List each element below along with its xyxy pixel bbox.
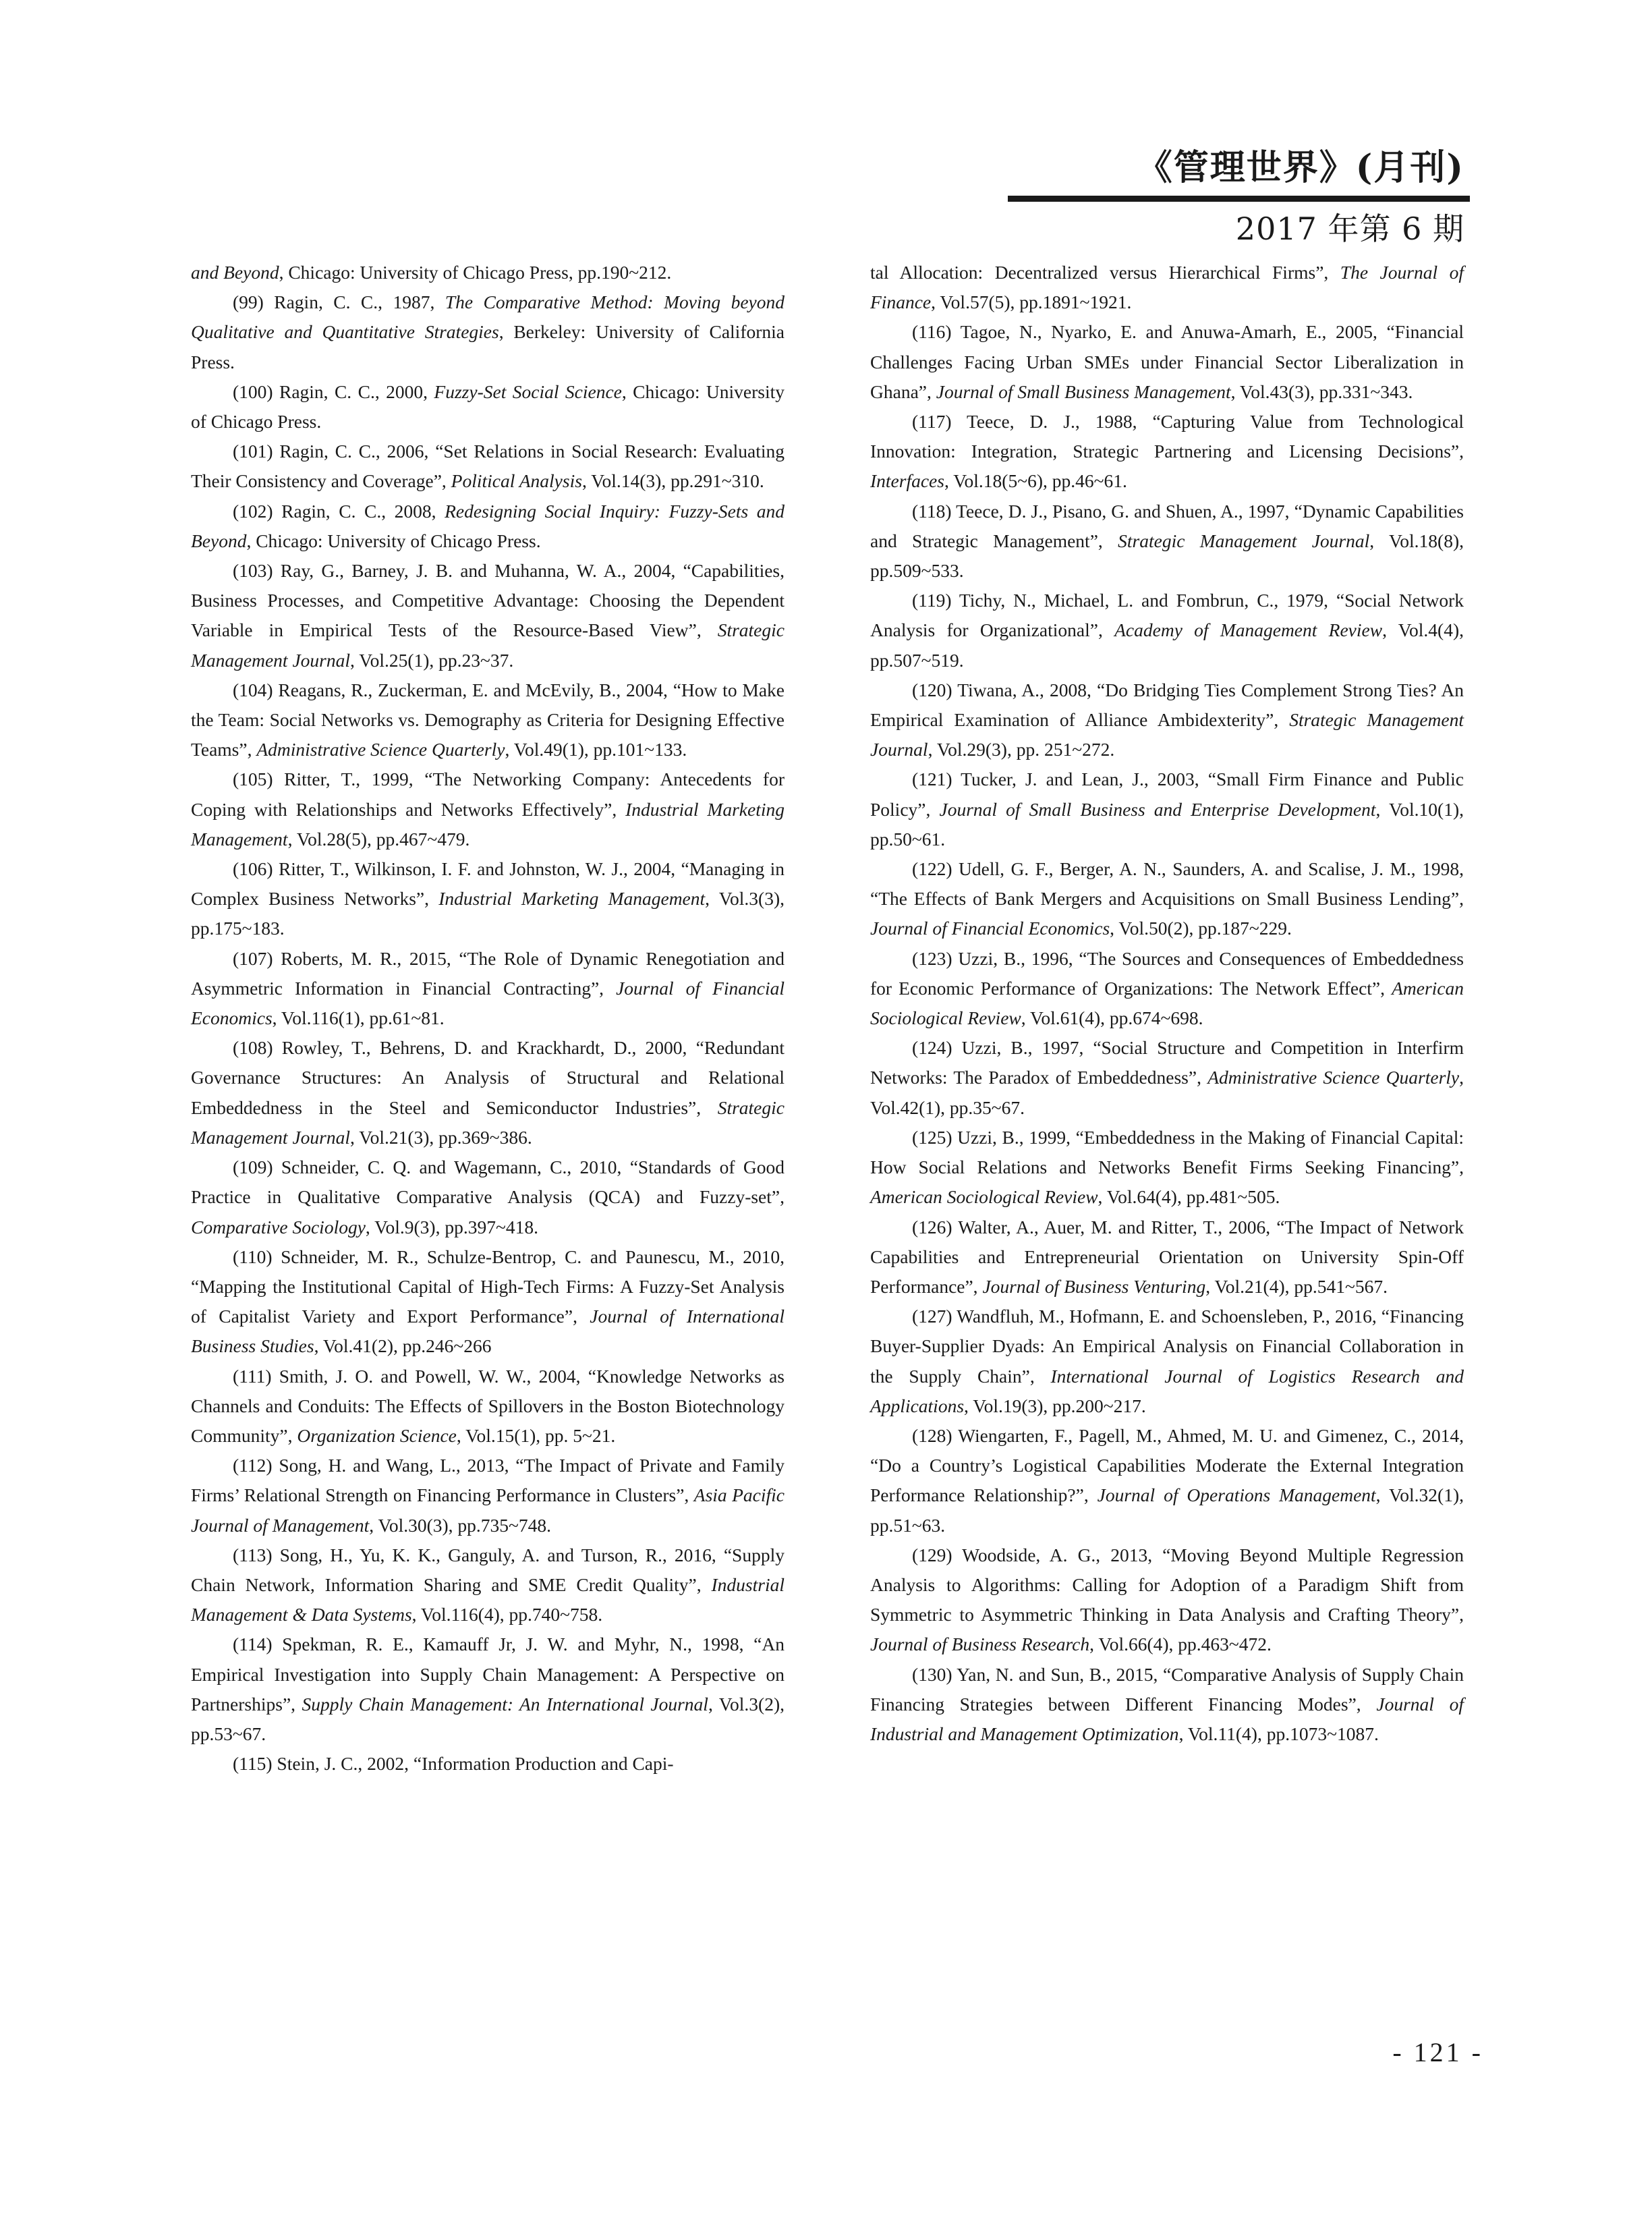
reference-text: (101) Ragin, C. C., 2006, “Set Relations in Social Research: Evaluating Their Consistency and Coverage”, [191, 441, 785, 492]
reference-text: (121) Tucker, J. and Lean, J., 2003, “Small Firm Finance and Public Policy”, [870, 769, 1464, 820]
reference-text: (107) Roberts, M. R., 2015, “The Role of Dynamic Renegotiation and Asymmetric Information in Financial Contracting”, [191, 947, 785, 999]
reference-text: , Chicago: University of Chicago Press. [191, 381, 785, 433]
reference-entry [191, 1152, 785, 1242]
reference-entry [870, 675, 1464, 765]
reference-text: , Vol.43(3), pp.331~343. [1230, 381, 1413, 402]
reference-text: (115) Stein, J. C., 2002, “Information Production and Capi- [233, 1753, 674, 1775]
reference-entry [870, 854, 1464, 944]
reference-entry [870, 586, 1464, 675]
reference-entry [191, 556, 785, 675]
reference-source-title: Supply Chain Management: An International Journal [302, 1693, 708, 1715]
reference-text: , Vol.61(4), pp.674~698. [1021, 1007, 1203, 1029]
reference-text: , Vol.19(3), pp.200~217. [964, 1395, 1146, 1416]
reference-text: (127) Wandfluh, M., Hofmann, E. and Schoensleben, P., 2016, “Financing Buyer-Supplier Dyads: An Empirical Analysis on Financial Collaboration in the Supply Chain”, [870, 1306, 1464, 1387]
reference-entry [191, 675, 785, 765]
reference-text: , Vol.64(4), pp.481~505. [1098, 1186, 1280, 1208]
reference-text: (116) Tagoe, N., Nyarko, E. and Anuwa-Amarh, E., 2005, “Financial Challenges Facing Urban SMEs under Financial Sector Liberalization in Ghana”, [870, 321, 1464, 402]
reference-source-title: American Sociological Review [870, 977, 1464, 1029]
journal-title: 《管理世界》(月刊) [1137, 147, 1464, 188]
reference-text: (105) Ritter, T., 1999, “The Networking Company: Antecedents for Coping with Relationships and Networks Effectively”, [191, 769, 785, 820]
reference-text: , Vol.116(4), pp.740~758. [411, 1604, 603, 1625]
reference-entry [191, 497, 785, 556]
reference-entry [191, 287, 785, 377]
reference-source-title: Strategic Management Journal [1118, 530, 1370, 551]
reference-source-title: Journal of International Business Studies [191, 1306, 785, 1357]
reference-source-title: Journal of Small Business and Enterprise Development [939, 798, 1376, 820]
reference-source-title: The Comparative Method: Moving beyond Qualitative and Quantitative Strategies [191, 291, 785, 343]
reference-source-title: Fuzzy-Set Social Science [434, 381, 622, 402]
reference-text: , Vol.41(2), pp.246~266 [314, 1335, 492, 1357]
reference-entry [870, 1540, 1464, 1660]
reference-entry [191, 764, 785, 854]
reference-entry [191, 944, 785, 1034]
reference-text: (104) Reagans, R., Zuckerman, E. and McEvily, B., 2004, “How to Make the Team: Social Networks vs. Demography as Criteria for Designing Effective Teams”, [191, 679, 785, 760]
reference-text: (129) Woodside, A. G., 2013, “Moving Beyond Multiple Regression Analysis to Algorithms: Calling for Adoption of a Paradigm Shift from Symmetric to Asymmetric Thinking in Data Analysis and Crafting Theory”, [870, 1544, 1464, 1625]
reference-text: , Berkeley: University of California Press. [191, 321, 785, 372]
reference-text: (119) Tichy, N., Michael, L. and Fombrun, C., 1979, “Social Network Analysis for Organizational”, [870, 590, 1464, 641]
reference-text: , Vol.116(1), pp.61~81. [272, 1007, 445, 1029]
reference-text: , Vol.18(8), pp.509~533. [870, 530, 1464, 582]
reference-text: (123) Uzzi, B., 1996, “The Sources and Consequences of Embeddedness for Economic Performance of Organizations: The Network Effect”, [870, 947, 1464, 999]
reference-text: , Chicago: University of Chicago Press, pp.190~212. [279, 262, 672, 283]
reference-text: (113) Song, H., Yu, K. K., Ganguly, A. and Turson, R., 2016, “Supply Chain Network, Information Sharing and SME Credit Quality”, [191, 1544, 785, 1595]
reference-source-title: Journal of Business Research [870, 1634, 1090, 1655]
reference-entry [870, 1033, 1464, 1123]
reference-text: , Vol.29(3), pp. 251~272. [928, 739, 1115, 760]
reference-source-title: Strategic Management Journal [191, 1096, 785, 1148]
reference-text: , Vol.15(1), pp. 5~21. [456, 1424, 616, 1446]
reference-text: , Chicago: University of Chicago Press. [246, 530, 541, 551]
reference-text: (111) Smith, J. O. and Powell, W. W., 2004, “Knowledge Networks as Channels and Conduits: The Effects of Spillovers in the Boston Biotechnology Community”, [191, 1365, 785, 1446]
header-rule [1008, 196, 1470, 202]
reference-text: , Vol.4(4), pp.507~519. [870, 619, 1464, 671]
reference-entry [191, 437, 785, 496]
reference-source-title: Interfaces [870, 470, 944, 492]
reference-source-title: Asia Pacific Journal of Management [191, 1484, 785, 1536]
reference-entry [191, 1630, 785, 1749]
reference-text: , Vol.25(1), pp.23~37. [350, 649, 514, 671]
reference-entry [191, 1749, 785, 1779]
reference-text: (99) Ragin, C. C., 1987, [233, 291, 445, 313]
reference-text: (106) Ritter, T., Wilkinson, I. F. and Johnston, W. J., 2004, “Managing in Complex Business Networks”, [191, 858, 785, 910]
reference-text: , Vol.28(5), pp.467~479. [287, 828, 470, 850]
reference-text: (110) Schneider, M. R., Schulze-Bentrop, C. and Paunescu, M., 2010, “Mapping the Institutional Capital of High-Tech Firms: A Fuzzy-Set Analysis of Capitalist Variety and Export Performance”, [191, 1246, 785, 1327]
reference-text: , Vol.21(4), pp.541~567. [1205, 1275, 1388, 1297]
reference-entry [870, 1421, 1464, 1540]
references-left-column [191, 258, 785, 1779]
reference-text: , Vol.57(5), pp.1891~1921. [931, 291, 1132, 313]
reference-text: (112) Song, H. and Wang, L., 2013, “The Impact of Private and Family Firms’ Relational Strength on Financing Performance in Clusters”, [191, 1455, 785, 1506]
reference-source-title: Political Analysis [451, 470, 582, 492]
reference-entry [870, 407, 1464, 497]
reference-text: , Vol.21(3), pp.369~386. [350, 1126, 532, 1148]
reference-entry [870, 1213, 1464, 1302]
reference-entry [191, 377, 785, 437]
reference-source-title: Strategic Management Journal [870, 709, 1464, 760]
reference-text: , Vol.14(3), pp.291~310. [581, 470, 764, 492]
reference-entry [870, 1123, 1464, 1213]
reference-source-title: Journal of Operations Management [1097, 1484, 1376, 1506]
reference-entry [870, 944, 1464, 1034]
reference-text: , Vol.18(5~6), pp.46~61. [944, 470, 1127, 492]
reference-entry [870, 258, 1464, 317]
reference-text: , Vol.49(1), pp.101~133. [505, 739, 687, 760]
reference-text: , Vol.42(1), pp.35~67. [870, 1067, 1464, 1118]
reference-text: , Vol.3(3), pp.175~183. [191, 888, 785, 939]
reference-entry [191, 258, 785, 287]
reference-entry [191, 854, 785, 944]
reference-text: , Vol.3(2), pp.53~67. [191, 1693, 785, 1744]
reference-source-title: Journal of Industrial and Management Optimization [870, 1693, 1464, 1744]
reference-text: , Vol.32(1), pp.51~63. [870, 1484, 1464, 1536]
reference-entry [870, 497, 1464, 586]
reference-source-title: Comparative Sociology [191, 1216, 366, 1237]
references-right-column [870, 258, 1464, 1749]
reference-entry [191, 1362, 785, 1451]
reference-text: (114) Spekman, R. E., Kamauff Jr, J. W. and Myhr, N., 1998, “An Empirical Investigation into Supply Chain Management: A Perspective on Partnerships”, [191, 1634, 785, 1715]
reference-source-title: Journal of Business Venturing [982, 1275, 1206, 1297]
reference-text: (124) Uzzi, B., 1997, “Social Structure and Competition in Interfirm Networks: The Paradox of Embeddedness”, [870, 1037, 1464, 1088]
reference-text: (125) Uzzi, B., 1999, “Embeddedness in the Making of Financial Capital: How Social Relations and Networks Benefit Firms Seeking Financing”, [870, 1126, 1464, 1178]
reference-source-title: Industrial Management & Data Systems [191, 1574, 785, 1625]
reference-source-title: Administrative Science Quarterly [1207, 1067, 1460, 1088]
reference-text: (126) Walter, A., Auer, M. and Ritter, T., 2006, “The Impact of Network Capabilities and Entrepreneurial Orientation on University Spin-Off Performance”, [870, 1216, 1464, 1297]
reference-text: (128) Wiengarten, F., Pagell, M., Ahmed, M. U. and Gimenez, C., 2014, “Do a Country’s Logistical Capabilities Moderate the External Integration Performance Relationship?”, [870, 1424, 1464, 1506]
reference-entry [191, 1540, 785, 1630]
reference-text: (118) Teece, D. J., Pisano, G. and Shuen, A., 1997, “Dynamic Capabilities and Strategic Management”, [870, 500, 1464, 551]
reference-source-title: International Journal of Logistics Research and Applications [870, 1365, 1464, 1416]
reference-source-title: Organization Science [297, 1424, 457, 1446]
reference-entry [870, 317, 1464, 407]
reference-entry [191, 1451, 785, 1540]
reference-text: , Vol.11(4), pp.1073~1087. [1178, 1723, 1379, 1744]
reference-text: , Vol.9(3), pp.397~418. [365, 1216, 538, 1237]
reference-text: (103) Ray, G., Barney, J. B. and Muhanna, W. A., 2004, “Capabilities, Business Processes, and Competitive Advantage: Choosing the Dependent Variable in Empirical Tests of the Resource-Based View”, [191, 560, 785, 641]
reference-text: (102) Ragin, C. C., 2008, [233, 500, 445, 522]
issue-label: 2017 年第 6 期 [1235, 211, 1464, 247]
reference-source-title: Journal of Financial Economics [191, 977, 785, 1029]
reference-text: , Vol.30(3), pp.735~748. [369, 1514, 552, 1536]
reference-source-title: Industrial Marketing Management [438, 888, 706, 910]
page-number: - 121 - [1392, 2037, 1483, 2067]
reference-source-title: Redesigning Social Inquiry: Fuzzy-Sets and Beyond [191, 500, 785, 551]
reference-source-title: Industrial Marketing Management [191, 798, 785, 850]
reference-source-title: Strategic Management Journal [191, 619, 785, 671]
reference-text: (122) Udell, G. F., Berger, A. N., Saunders, A. and Scalise, J. M., 1998, “The Effects of Bank Mergers and Acquisitions on Small Business Lending”, [870, 858, 1464, 910]
reference-entry [191, 1242, 785, 1362]
reference-source-title: and Beyond [191, 262, 279, 283]
reference-entry [870, 764, 1464, 854]
reference-source-title: American Sociological Review [870, 1186, 1098, 1208]
journal-masthead [1008, 143, 1470, 250]
reference-source-title: Administrative Science Quarterly [256, 739, 505, 760]
reference-text: , Vol.10(1), pp.50~61. [870, 798, 1464, 850]
reference-source-title: Journal of Financial Economics [870, 918, 1110, 939]
reference-source-title: Academy of Management Review [1114, 619, 1383, 641]
reference-source-title: The Journal of Finance [870, 262, 1464, 313]
reference-text: (120) Tiwana, A., 2008, “Do Bridging Ties Complement Strong Ties? An Empirical Examination of Alliance Ambidexterity”, [870, 679, 1464, 731]
reference-text: (117) Teece, D. J., 1988, “Capturing Value from Technological Innovation: Integration, Strategic Partnering and Licensing Decisions”, [870, 411, 1464, 462]
reference-text: (108) Rowley, T., Behrens, D. and Krackhardt, D., 2000, “Redundant Governance Structures: An Analysis of Structural and Relational Embeddedness in the Steel and Semiconductor Industries”, [191, 1037, 785, 1118]
reference-text: (100) Ragin, C. C., 2000, [233, 381, 434, 402]
reference-entry [870, 1660, 1464, 1750]
reference-text: tal Allocation: Decentralized versus Hierarchical Firms”, [870, 262, 1340, 283]
reference-text: (130) Yan, N. and Sun, B., 2015, “Comparative Analysis of Supply Chain Financing Strategies between Different Financing Modes”, [870, 1663, 1464, 1715]
reference-entry [191, 1033, 785, 1152]
reference-text: , Vol.66(4), pp.463~472. [1089, 1634, 1272, 1655]
reference-source-title: Journal of Small Business Management [936, 381, 1231, 402]
reference-text: , Vol.50(2), pp.187~229. [1110, 918, 1292, 939]
reference-entry [870, 1302, 1464, 1421]
reference-text: (109) Schneider, C. Q. and Wagemann, C., 2010, “Standards of Good Practice in Qualitative Comparative Analysis (QCA) and Fuzzy-set”, [191, 1157, 785, 1208]
